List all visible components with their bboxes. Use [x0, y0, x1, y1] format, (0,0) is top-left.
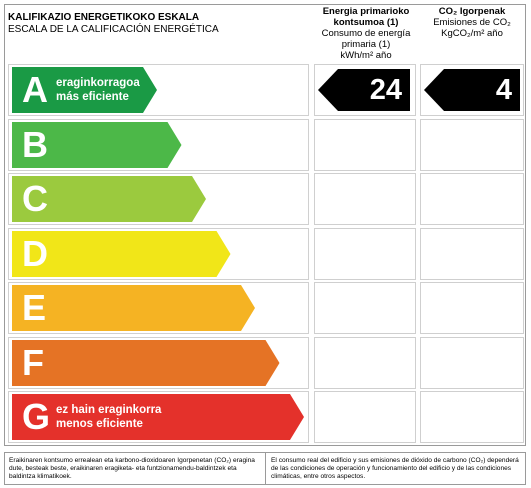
co2-column-header [420, 6, 524, 39]
energy-cell-f [314, 337, 416, 389]
footnotes [4, 452, 526, 485]
band-caption [56, 76, 140, 104]
band-letter: A [22, 69, 48, 110]
band-letter: C [22, 178, 48, 219]
energy-indicator [318, 69, 410, 111]
energy-column-header [316, 6, 416, 61]
band-caption [56, 403, 161, 431]
energy-column-title: Energia primarioko kontsumoa (1) [322, 6, 410, 28]
co2-cell-b [420, 119, 524, 171]
footnote-divider [265, 453, 266, 484]
energy-cell-b [314, 119, 416, 171]
co2-cell-e [420, 282, 524, 334]
co2-cell-d [420, 228, 524, 280]
band-caption-eu: eraginkorragoa [56, 77, 140, 89]
band-caption-es: más eficiente [56, 91, 129, 103]
band-arrow-shape [12, 285, 255, 331]
co2-cell-c [420, 173, 524, 225]
co2-indicator [424, 69, 520, 111]
band-arrow-e [12, 285, 255, 331]
energy-indicator-value: 24 [369, 74, 402, 106]
co2-indicator-value: 4 [495, 74, 512, 106]
co2-column-title: CO₂ Igorpenak [438, 6, 506, 17]
co2-column-subtitle: Emisiones de CO₂ [433, 17, 511, 28]
band-caption-eu: ez hain eraginkorra [56, 404, 162, 416]
band-arrow-shape [12, 340, 280, 386]
band-letter: E [22, 287, 47, 328]
energy-cell-g [314, 391, 416, 443]
co2-column-unit: KgCO₂/m² año [441, 28, 503, 39]
energy-cell-d [314, 228, 416, 280]
energy-cell-e [314, 282, 416, 334]
scale-title-eu: KALIFIKAZIO ENERGETIKOKO ESKALA [8, 12, 200, 23]
band-arrow-f [12, 340, 280, 386]
band-caption-es: menos eficiente [56, 418, 143, 430]
band-letter: B [22, 124, 48, 165]
band-letter: G [22, 396, 51, 437]
energy-column-unit: kWh/m² año [340, 50, 392, 61]
footnote-es: El consumo real del edificio y sus emisiones de dióxido de carbono (CO₂) dependerá de las condiciones de operación y funcionamiento del edificio y de las condiciones climáticas, entre otros aspectos. [271, 457, 519, 481]
footnote-eu: Eraikinaren kontsumo errealean eta karbono-dioxidoaren Igorpenetan (CO₂) eragina dute, besteak beste, eraikinaren eragiketa- eta funtzionamendu-baldintzek eta baldintza klimatikoek. [9, 457, 255, 481]
energy-column-subtitle: Consumo de energía primaria (1) [321, 28, 411, 50]
co2-cell-f [420, 337, 524, 389]
band-arrow-a [12, 67, 157, 113]
co2-cell-g [420, 391, 524, 443]
band-arrow-c [12, 176, 206, 222]
scale-title [8, 12, 219, 36]
band-letter: F [22, 342, 44, 383]
band-arrow-d [12, 231, 231, 277]
energy-cell-c [314, 173, 416, 225]
band-letter: D [22, 233, 48, 274]
band-arrow-b [12, 122, 182, 168]
band-arrow-g [12, 394, 304, 440]
scale-title-es: ESCALA DE LA CALIFICACIÓN ENERGÉTICA [8, 24, 219, 35]
